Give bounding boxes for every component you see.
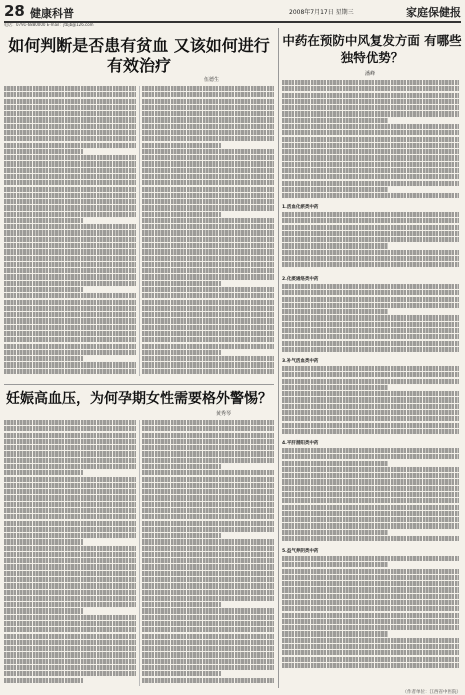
page-name: 健康科普	[30, 7, 74, 20]
text-line	[4, 445, 136, 450]
text-line	[282, 498, 459, 503]
text-line	[142, 130, 274, 135]
text-line	[142, 362, 274, 367]
text-line	[282, 379, 459, 384]
masthead	[4, 3, 461, 23]
text-line	[142, 155, 274, 160]
text-line	[142, 426, 274, 431]
text-line	[4, 362, 136, 367]
text-line	[4, 187, 136, 192]
text-line	[142, 621, 274, 626]
text-line	[142, 558, 274, 563]
text-line	[4, 124, 136, 129]
text-line	[282, 631, 388, 636]
text-line	[142, 230, 274, 235]
text-line	[4, 86, 136, 91]
text-line	[4, 249, 136, 254]
article-3-subhead-4: 4.平肝潜阳类中药	[282, 441, 319, 446]
text-line	[282, 448, 459, 453]
text-line	[4, 205, 136, 210]
text-line	[282, 243, 388, 248]
text-line	[4, 634, 136, 639]
text-line	[142, 124, 274, 129]
text-line	[4, 224, 136, 229]
text-line	[4, 615, 136, 620]
text-line	[4, 174, 136, 179]
text-line	[4, 136, 136, 141]
article-2-body-col2	[142, 420, 274, 686]
text-line	[4, 527, 136, 532]
text-line	[282, 162, 459, 167]
text-line	[282, 657, 459, 662]
text-line	[142, 433, 274, 438]
text-line	[282, 523, 459, 528]
text-line	[282, 423, 459, 428]
text-line	[4, 458, 136, 463]
text-line	[142, 318, 274, 323]
text-line	[4, 564, 136, 569]
text-line	[142, 665, 274, 670]
text-line	[142, 224, 274, 229]
text-line	[282, 619, 459, 624]
text-line	[142, 590, 274, 595]
text-line	[282, 315, 459, 320]
text-line	[282, 262, 459, 267]
text-line	[142, 117, 274, 122]
text-line	[282, 86, 459, 91]
text-line	[142, 508, 274, 513]
text-line	[142, 187, 274, 192]
text-line	[4, 256, 136, 261]
text-line	[282, 397, 459, 402]
text-line	[4, 426, 136, 431]
text-line	[142, 659, 274, 664]
text-line	[282, 625, 459, 630]
text-line	[4, 237, 136, 242]
text-line	[282, 581, 459, 586]
text-line	[4, 230, 136, 235]
text-line	[282, 137, 459, 142]
text-line	[4, 521, 136, 526]
text-line	[282, 372, 459, 377]
text-line	[142, 337, 274, 342]
article-3-subhead-5: 5.益气养阴类中药	[282, 549, 319, 554]
text-line	[282, 174, 459, 179]
text-line	[142, 193, 274, 198]
text-line	[142, 552, 274, 557]
text-line	[282, 486, 459, 491]
text-line	[282, 155, 459, 160]
text-line	[282, 303, 459, 308]
text-line	[282, 111, 459, 116]
text-line	[4, 627, 136, 632]
text-line	[4, 558, 136, 563]
text-line	[282, 530, 388, 535]
text-line	[4, 161, 136, 166]
text-line	[142, 596, 274, 601]
text-line	[282, 237, 459, 242]
text-line	[282, 328, 459, 333]
text-line	[142, 533, 221, 538]
text-line	[4, 464, 136, 469]
text-line	[282, 479, 459, 484]
text-line	[142, 161, 274, 166]
text-line	[4, 602, 136, 607]
text-line	[142, 583, 274, 588]
text-line	[282, 341, 459, 346]
text-line	[4, 243, 136, 248]
article-3-body-part3	[282, 284, 459, 354]
text-line	[4, 180, 136, 185]
article-1-body-col2	[142, 86, 274, 376]
article-1-author: 伍德生	[204, 77, 220, 83]
text-line	[142, 300, 274, 305]
text-line	[282, 118, 388, 123]
text-line	[142, 439, 274, 444]
text-line	[142, 256, 274, 261]
text-line	[282, 284, 459, 289]
article-3-subhead-1: 1.活血化瘀类中药	[282, 205, 319, 210]
text-line	[142, 564, 274, 569]
text-line	[4, 281, 136, 286]
text-line	[4, 143, 136, 148]
text-line	[282, 105, 459, 110]
text-line	[142, 369, 274, 374]
text-line	[142, 483, 274, 488]
text-line	[282, 143, 459, 148]
text-line	[142, 546, 274, 551]
text-line	[282, 587, 459, 592]
text-line	[4, 350, 136, 355]
article-1-title: 如何判断是否患有贫血 又该如何进行有效治疗	[8, 36, 270, 75]
text-line	[142, 420, 274, 425]
article-3-body-part2	[282, 212, 459, 272]
text-line	[142, 671, 221, 676]
article-3-body-part1	[282, 80, 459, 200]
text-line	[142, 199, 274, 204]
text-line	[282, 650, 459, 655]
text-line	[4, 596, 136, 601]
text-line	[4, 671, 136, 676]
text-line	[282, 149, 459, 154]
text-line	[142, 577, 274, 582]
text-line	[4, 117, 136, 122]
text-line	[282, 250, 459, 255]
left-column	[4, 28, 274, 688]
text-line	[4, 337, 136, 342]
text-line	[282, 638, 459, 643]
text-line	[4, 268, 136, 273]
text-line	[142, 495, 274, 500]
text-line	[4, 539, 83, 544]
text-line	[4, 451, 136, 456]
text-line	[142, 268, 274, 273]
text-line	[282, 334, 459, 339]
text-line	[282, 644, 459, 649]
text-line	[142, 212, 221, 217]
text-line	[4, 483, 136, 488]
text-line	[4, 590, 136, 595]
text-line	[282, 130, 459, 135]
text-line	[282, 212, 459, 217]
article-3-subhead-2: 2.化痰通络类中药	[282, 277, 319, 282]
text-line	[142, 356, 274, 361]
text-line	[142, 634, 274, 639]
text-line	[142, 640, 274, 645]
text-line	[4, 300, 136, 305]
text-line	[282, 218, 459, 223]
text-line	[282, 404, 459, 409]
text-line	[282, 225, 459, 230]
text-line	[4, 495, 136, 500]
text-line	[282, 193, 459, 198]
text-line	[142, 143, 221, 148]
text-line	[4, 533, 136, 538]
text-line	[282, 663, 459, 668]
text-line	[282, 391, 459, 396]
text-line	[4, 665, 136, 670]
text-line	[142, 86, 274, 91]
text-line	[4, 652, 136, 657]
text-line	[4, 262, 136, 267]
text-line	[4, 646, 136, 651]
text-line	[282, 99, 459, 104]
text-line	[4, 111, 136, 116]
text-line	[282, 505, 459, 510]
text-line	[142, 344, 274, 349]
right-column	[278, 28, 461, 688]
article-3-body-part6	[282, 556, 459, 674]
text-line	[4, 274, 136, 279]
text-line	[282, 461, 388, 466]
text-line	[282, 511, 459, 516]
text-line	[282, 454, 459, 459]
text-line	[4, 433, 136, 438]
text-line	[142, 312, 274, 317]
issue-date: 2008年7月17日 星期三	[289, 9, 354, 16]
text-line	[282, 410, 459, 415]
text-line	[4, 621, 136, 626]
text-line	[4, 193, 136, 198]
text-line	[282, 124, 459, 129]
text-line	[4, 356, 83, 361]
text-line	[142, 287, 274, 292]
text-line	[4, 477, 136, 482]
text-line	[4, 92, 136, 97]
text-line	[4, 212, 136, 217]
text-line	[282, 297, 459, 302]
text-line	[142, 136, 274, 141]
text-line	[4, 470, 83, 475]
text-line	[4, 312, 136, 317]
text-line	[282, 473, 459, 478]
text-line	[4, 608, 83, 613]
text-line	[142, 262, 274, 267]
text-line	[4, 344, 136, 349]
text-line	[142, 615, 274, 620]
text-line	[4, 640, 136, 645]
text-line	[142, 539, 274, 544]
text-line	[4, 489, 136, 494]
text-line	[142, 602, 221, 607]
text-line	[4, 99, 136, 104]
text-line	[4, 199, 136, 204]
text-line	[142, 92, 274, 97]
text-line	[142, 445, 274, 450]
text-line	[142, 243, 274, 248]
text-line	[282, 187, 388, 192]
text-line	[282, 562, 388, 567]
text-line	[282, 290, 459, 295]
text-line	[142, 99, 274, 104]
text-line	[142, 168, 274, 173]
text-line	[282, 80, 459, 85]
text-line	[4, 105, 136, 110]
article-3-title: 中药在预防中风复发方面 有哪些独特优势？	[282, 33, 462, 65]
text-line	[4, 130, 136, 135]
page-number: 28	[4, 2, 25, 20]
text-line	[4, 168, 136, 173]
text-line	[4, 325, 136, 330]
text-line	[282, 347, 459, 352]
text-line	[282, 613, 459, 618]
text-line	[4, 546, 136, 551]
article-3-author: 潘峰	[365, 71, 376, 77]
text-line	[282, 492, 459, 497]
text-line	[142, 218, 274, 223]
text-line	[4, 552, 136, 557]
text-line	[4, 369, 136, 374]
text-line	[282, 93, 459, 98]
text-line	[142, 111, 274, 116]
text-line	[282, 556, 459, 561]
text-line	[142, 174, 274, 179]
text-line	[142, 527, 274, 532]
contact-line: 电话：0791-6880000 E-mail：jtbjb@126.com	[4, 22, 94, 27]
text-line	[282, 467, 459, 472]
text-line	[142, 646, 274, 651]
text-line	[142, 521, 274, 526]
text-line	[4, 678, 83, 683]
text-line	[282, 309, 388, 314]
text-line	[4, 502, 136, 507]
text-line	[142, 149, 274, 154]
article-3-body-part4	[282, 366, 459, 436]
text-line	[282, 416, 459, 421]
text-line	[142, 464, 221, 469]
text-line	[142, 652, 274, 657]
text-line	[4, 318, 136, 323]
article-2-body-col1	[4, 420, 136, 686]
text-line	[282, 594, 459, 599]
text-line	[142, 608, 274, 613]
text-line	[4, 306, 136, 311]
text-line	[282, 168, 459, 173]
text-line	[4, 287, 83, 292]
text-line	[142, 237, 274, 242]
article-2-title: 妊娠高血压，为何孕期女性需要格外警惕？	[4, 384, 274, 407]
article-1-body-col1	[4, 86, 136, 376]
text-line	[142, 105, 274, 110]
text-line	[4, 149, 83, 154]
text-line	[4, 420, 136, 425]
text-line	[142, 325, 274, 330]
text-line	[4, 514, 136, 519]
text-line	[4, 577, 136, 582]
text-line	[4, 508, 136, 513]
text-line	[282, 575, 459, 580]
text-line	[282, 606, 459, 611]
text-line	[142, 331, 274, 336]
text-line	[282, 385, 388, 390]
text-line	[282, 569, 459, 574]
text-line	[142, 249, 274, 254]
text-line	[4, 583, 136, 588]
newspaper-name: 家庭保健报	[406, 6, 461, 19]
text-line	[142, 477, 274, 482]
text-line	[142, 293, 274, 298]
text-line	[4, 293, 136, 298]
text-line	[142, 274, 274, 279]
text-line	[4, 331, 136, 336]
text-line	[282, 429, 459, 434]
text-line	[4, 659, 136, 664]
text-line	[142, 458, 274, 463]
text-line	[142, 470, 274, 475]
text-line	[142, 350, 221, 355]
text-line	[282, 256, 459, 261]
text-line	[142, 281, 221, 286]
text-line	[282, 600, 459, 605]
text-line	[4, 571, 136, 576]
text-line	[142, 180, 274, 185]
text-line	[142, 489, 274, 494]
text-line	[142, 502, 274, 507]
text-line	[142, 627, 274, 632]
text-line	[282, 366, 459, 371]
text-line	[142, 205, 274, 210]
article-2-author: 黄秀琴	[216, 411, 232, 417]
article-3-body-part5	[282, 448, 459, 544]
text-line	[4, 218, 83, 223]
text-line	[142, 571, 274, 576]
text-line	[282, 536, 459, 541]
text-line	[142, 678, 274, 683]
text-line	[282, 517, 459, 522]
footer-note: （作者单位：江西省中医院）	[402, 690, 461, 695]
text-line	[142, 306, 274, 311]
text-line	[4, 439, 136, 444]
article-3-subhead-3: 3.补气活血类中药	[282, 359, 319, 364]
text-line	[142, 451, 274, 456]
text-line	[142, 514, 274, 519]
text-line	[282, 231, 459, 236]
text-line	[282, 322, 459, 327]
text-line	[4, 155, 136, 160]
text-line	[282, 181, 459, 186]
